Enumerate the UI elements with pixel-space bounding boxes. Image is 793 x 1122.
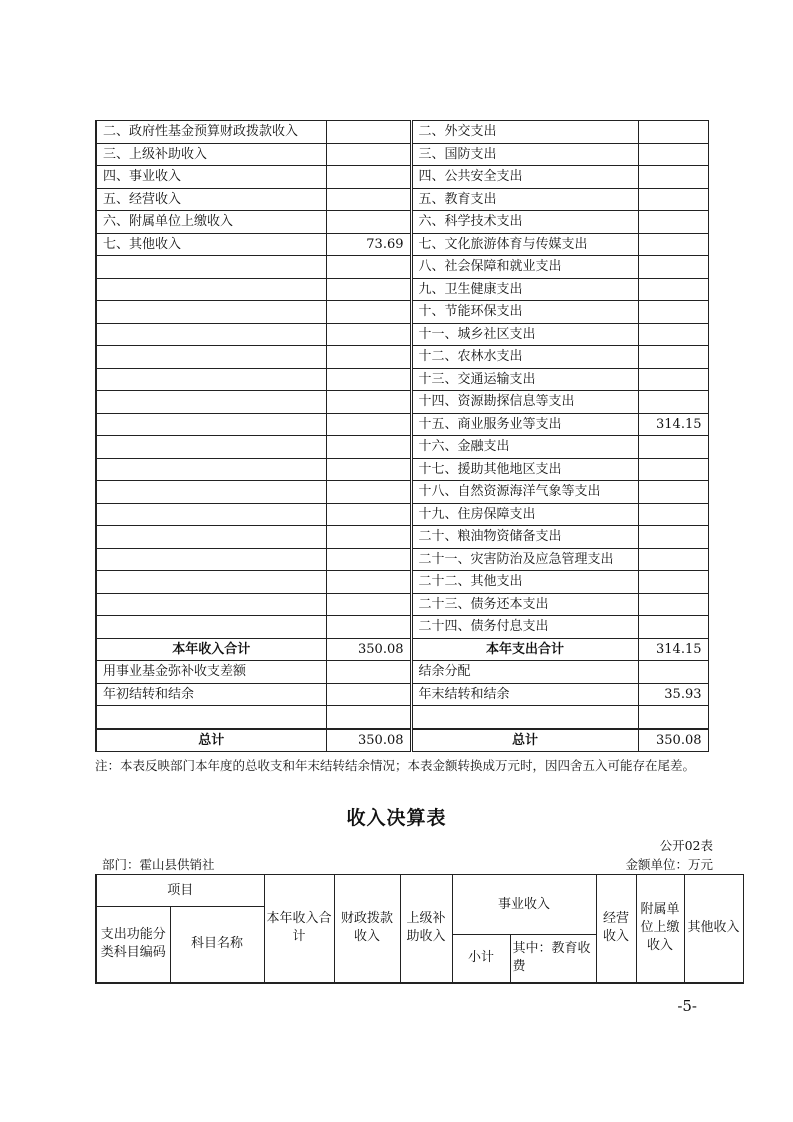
- header-fiscal: 财政拨款收入: [334, 875, 400, 983]
- expense-amount: [638, 436, 708, 459]
- income-item: 五、经营收入: [96, 188, 326, 211]
- expense-amount: [638, 526, 708, 549]
- income-amount: [326, 503, 411, 526]
- header-other: 其他收入: [684, 875, 743, 983]
- expense-amount: [638, 458, 708, 481]
- table-row: [96, 256, 708, 279]
- income-item: [96, 593, 326, 616]
- table-row: [96, 616, 708, 639]
- income-amount: [326, 188, 411, 211]
- expense-item: 二十一、灾害防治及应急管理支出: [411, 548, 638, 571]
- table-row: [96, 436, 708, 459]
- expense-label: 年末结转和结余: [411, 683, 638, 706]
- header-total: 本年收入合计: [264, 875, 334, 983]
- income-amount: [326, 436, 411, 459]
- income-label: 总计: [96, 729, 326, 752]
- income-label: 本年收入合计: [96, 638, 326, 661]
- expense-amount: [638, 616, 708, 639]
- income-amount: [326, 368, 411, 391]
- expense-amount: [638, 323, 708, 346]
- income-item: 七、其他收入: [96, 233, 326, 256]
- expense-item: 二十、粮油物资储备支出: [411, 526, 638, 549]
- expense-item: 十五、商业服务业等支出: [411, 413, 638, 436]
- income-label: [96, 706, 326, 729]
- income-amount: [326, 211, 411, 234]
- income-value: 350.08: [326, 638, 411, 661]
- expense-amount: [638, 593, 708, 616]
- header-subtotal: 小计: [452, 935, 510, 983]
- income-item: [96, 278, 326, 301]
- income-amount: [326, 278, 411, 301]
- income-amount: [326, 413, 411, 436]
- expense-item: 九、卫生健康支出: [411, 278, 638, 301]
- income-item: 六、附属单位上缴收入: [96, 211, 326, 234]
- income-item: [96, 346, 326, 369]
- expense-value: [638, 661, 708, 684]
- expense-label: 本年支出合计: [411, 638, 638, 661]
- income-item: [96, 616, 326, 639]
- header-affiliated: 附属单位上缴收入: [636, 875, 684, 983]
- amount-unit-label: 金额单位：万元: [625, 857, 713, 872]
- income-amount: [326, 526, 411, 549]
- income-amount: [326, 346, 411, 369]
- income-item: 二、政府性基金预算财政拨款收入: [96, 121, 326, 144]
- income-item: [96, 548, 326, 571]
- table-row: [96, 413, 708, 436]
- table-row: [96, 143, 708, 166]
- expense-label: 总计: [411, 729, 638, 752]
- income-item: [96, 323, 326, 346]
- expense-item: 八、社会保障和就业支出: [411, 256, 638, 279]
- expense-item: 五、教育支出: [411, 188, 638, 211]
- income-item: [96, 301, 326, 324]
- expense-amount: [638, 391, 708, 414]
- table-row: [96, 121, 708, 144]
- table-row: [96, 503, 708, 526]
- table-row: [96, 458, 708, 481]
- income-item: [96, 526, 326, 549]
- expense-value: 35.93: [638, 683, 708, 706]
- table-row: [96, 481, 708, 504]
- expense-item: 六、科学技术支出: [411, 211, 638, 234]
- expense-item: 二十二、其他支出: [411, 571, 638, 594]
- expense-item: 十二、农林水支出: [411, 346, 638, 369]
- expense-item: 二十四、债务付息支出: [411, 616, 638, 639]
- income-item: [96, 368, 326, 391]
- table-number: 公开02表: [659, 838, 713, 853]
- expense-item: 十四、资源勘探信息等支出: [411, 391, 638, 414]
- expense-item: 十七、援助其他地区支出: [411, 458, 638, 481]
- expense-value: 314.15: [638, 638, 708, 661]
- expense-amount: [638, 503, 708, 526]
- expense-amount: [638, 548, 708, 571]
- income-amount: [326, 301, 411, 324]
- expense-amount: [638, 143, 708, 166]
- department-label: 部门：霍山县供销社: [102, 857, 215, 872]
- header-name: 科目名称: [170, 907, 264, 983]
- expense-amount: [638, 278, 708, 301]
- income-amount: [326, 616, 411, 639]
- table-row: [96, 211, 708, 234]
- expense-amount: 314.15: [638, 413, 708, 436]
- income-value: [326, 683, 411, 706]
- income-amount: [326, 481, 411, 504]
- expense-amount: [638, 166, 708, 189]
- table-row: [96, 391, 708, 414]
- income-amount: [326, 571, 411, 594]
- income-amount: 73.69: [326, 233, 411, 256]
- grand-total-row: [96, 729, 708, 752]
- income-amount: [326, 458, 411, 481]
- income-item: [96, 391, 326, 414]
- income-final-accounts-table: [95, 874, 744, 984]
- income-item: [96, 481, 326, 504]
- expense-item: 三、国防支出: [411, 143, 638, 166]
- expense-amount: [638, 368, 708, 391]
- income-amount: [326, 256, 411, 279]
- expense-item: 十九、住房保障支出: [411, 503, 638, 526]
- table-row: [96, 323, 708, 346]
- income-label: 用事业基金弥补收支差额: [96, 661, 326, 684]
- table-row: [96, 548, 708, 571]
- header-operating: 经营收入: [596, 875, 636, 983]
- table-row: [96, 346, 708, 369]
- totals-row: [96, 638, 708, 661]
- expense-amount: [638, 256, 708, 279]
- fund-row: [96, 661, 708, 684]
- table-row: [96, 526, 708, 549]
- expense-label: 结余分配: [411, 661, 638, 684]
- income-amount: [326, 166, 411, 189]
- income-value: [326, 661, 411, 684]
- expense-amount: [638, 233, 708, 256]
- expense-amount: [638, 346, 708, 369]
- expense-item: 七、文化旅游体育与传媒支出: [411, 233, 638, 256]
- table-row: [96, 571, 708, 594]
- header-business: 事业收入: [452, 875, 596, 935]
- table-row: [96, 593, 708, 616]
- income-label: 年初结转和结余: [96, 683, 326, 706]
- income-item: [96, 458, 326, 481]
- income-amount: [326, 323, 411, 346]
- expense-item: 十六、金融支出: [411, 436, 638, 459]
- table-note: 注：本表反映部门本年度的总收支和年末结转结余情况；本表金额转换成万元时，因四舍五入可能存在尾差。: [95, 758, 696, 773]
- expense-amount: [638, 211, 708, 234]
- summary-table-body: [96, 121, 708, 752]
- expense-item: 四、公共安全支出: [411, 166, 638, 189]
- expense-item: 二十三、债务还本支出: [411, 593, 638, 616]
- header-superior: 上级补助收入: [400, 875, 452, 983]
- income-amount: [326, 121, 411, 144]
- table-row: [96, 368, 708, 391]
- header-project: 项目: [96, 875, 264, 907]
- table-row: [96, 278, 708, 301]
- expense-value: 350.08: [638, 729, 708, 752]
- income-amount: [326, 593, 411, 616]
- expense-item: 二、外交支出: [411, 121, 638, 144]
- header-edu: 其中：教育收费: [510, 935, 596, 983]
- expense-item: 十一、城乡社区支出: [411, 323, 638, 346]
- income-amount: [326, 391, 411, 414]
- income-item: [96, 436, 326, 459]
- carryover-row: [96, 683, 708, 706]
- page-number: -5-: [677, 997, 697, 1015]
- income-item: [96, 571, 326, 594]
- income-item: [96, 413, 326, 436]
- table-row: [96, 166, 708, 189]
- income-item: 四、事业收入: [96, 166, 326, 189]
- expense-amount: [638, 481, 708, 504]
- table-row: [96, 188, 708, 211]
- expense-item: 十八、自然资源海洋气象等支出: [411, 481, 638, 504]
- income-expense-summary-table: [95, 120, 709, 752]
- table-row: [96, 233, 708, 256]
- expense-item: 十三、交通运输支出: [411, 368, 638, 391]
- expense-amount: [638, 121, 708, 144]
- table-row: [96, 301, 708, 324]
- expense-amount: [638, 301, 708, 324]
- expense-item: 十、节能环保支出: [411, 301, 638, 324]
- expense-label: [411, 706, 638, 729]
- income-amount: [326, 548, 411, 571]
- expense-amount: [638, 188, 708, 211]
- income-item: [96, 256, 326, 279]
- income-item: 三、上级补助收入: [96, 143, 326, 166]
- section-title: 收入决算表: [346, 807, 447, 829]
- expense-amount: [638, 571, 708, 594]
- header-code: 支出功能分类科目编码: [96, 907, 170, 983]
- income-amount: [326, 143, 411, 166]
- expense-value: [638, 706, 708, 729]
- blank-row: [96, 706, 708, 729]
- income-value: 350.08: [326, 729, 411, 752]
- income-item: [96, 503, 326, 526]
- income-value: [326, 706, 411, 729]
